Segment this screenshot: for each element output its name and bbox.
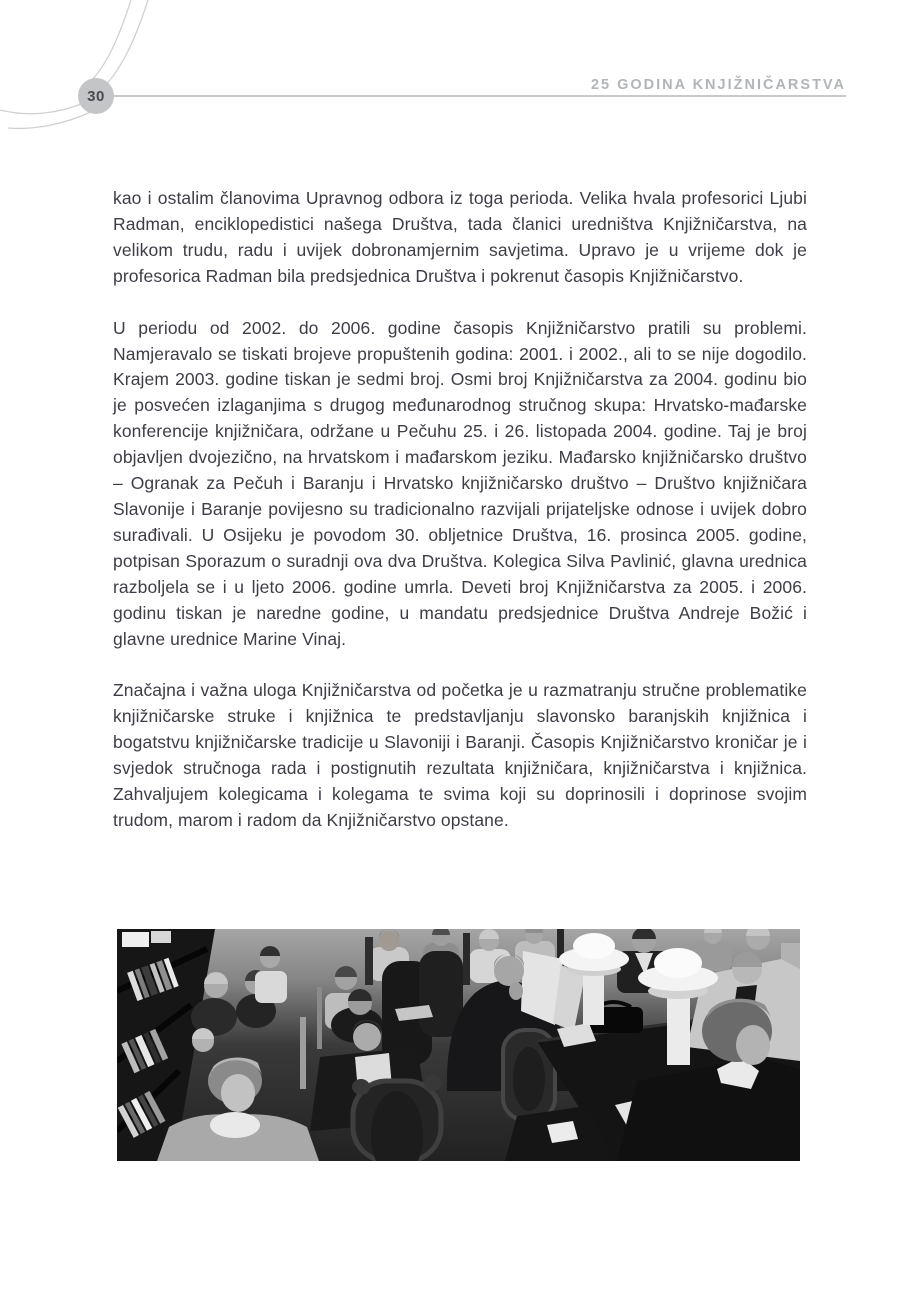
- paragraph: Značajna i važna uloga Knjižničarstva od početka je u razmatranju stručne problematike knjižničarske struke i knjižnica te predstavljanju slavonsko baranjskih knjižnica i bogatstvu knjižničarske tradicije u Slavoniji i Baranji. Časopis Knjižničarstvo kroničar je i svjedok stručnoga rada i postignutih rezultata knjižničara, knjižničarstva i knjižnica. Zahvaljujem kolegicama i kolegama te svima koji su doprinosili i doprinose svojim trudom, marom i radom da Knjižničarstvo opstane.: [113, 680, 807, 830]
- paragraph: U periodu od 2002. do 2006. godine časopis Knjižničarstvo pratili su problemi. Namjeravalo se tiskati brojeve propuštenih godina: 2001. i 2002., ali to se nije dogodilo. Krajem 2003. godine tiskan je sedmi broj. Osmi broj Knjižničarstva za 2004. godinu bio je posvećen izlaganjima s drugog međunarodnog stručnog skupa: Hrvatsko-mađarske konferencije knjižničara, održane u Pečuhu 25. i 26. listopada 2004. godine. Taj je broj objavljen dvojezično, na hrvatskom i mađarskom jeziku. Mađarsko knjižničarsko društvo – Ogranak za Pečuh i Baranju i Hrvatsko knjižničarsko društvo – Društvo knjižničara Slavonije i Baranje povijesno su tradicionalno razvijali prijateljske odnose i uvijek dobro surađivali. U Osijeku je povodom 30. obljetnice Društva, 16. prosinca 2005. godine, potpisan Sporazum o suradnji ova dva Društva. Kolegica Silva Pavlinić, glavna urednica razboljela se i u ljeto 2006. godine umrla. Deveti broj Knjižničarstva za 2005. i 2006. godinu tiskan je naredne godine, u mandatu predsjednice Društva Andreje Božić i glavne urednice Marine Vinaj.: [113, 317, 807, 649]
- header-rule: [113, 95, 846, 97]
- conference-photo: [117, 929, 800, 1161]
- paragraph: kao i ostalim članovima Upravnog odbora iz toga perioda. Velika hvala profesorici Ljubi Radman, enciklopedistici našega Društva, tada članici uredništva Knjižničarstva, na velikom trudu, radu i uvijek dobronamjernim savjetima. Upravo je u vrijeme dok je profesorica Radman bila predsjednica Društva i pokrenut časopis Knjižničarstvo.: [113, 188, 807, 286]
- page-number-badge: [78, 78, 114, 114]
- photo-illustration: [117, 929, 800, 1161]
- page-number: 30: [87, 87, 105, 105]
- article-body: [113, 186, 807, 834]
- running-header-title: 25 GODINA KNJIŽNIČARSTVA: [590, 77, 846, 93]
